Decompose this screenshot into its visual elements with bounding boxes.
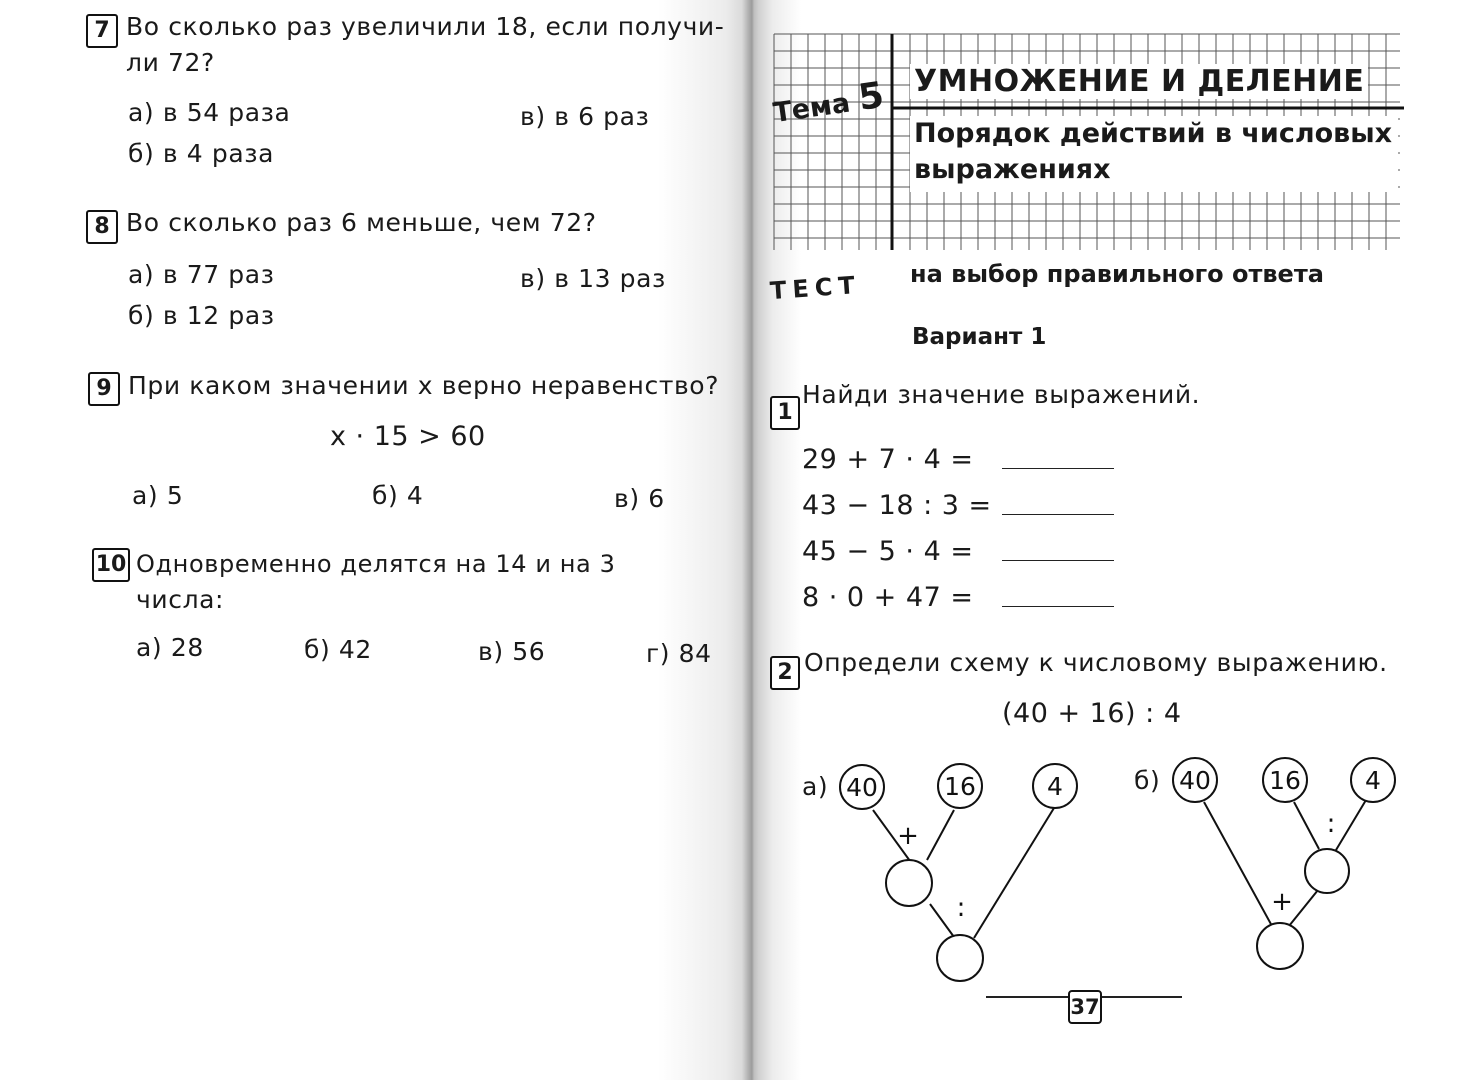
- scheme-a-node-40: [840, 765, 884, 809]
- scheme-a-node-sum: [886, 860, 932, 906]
- scheme-a-op-plus: +: [897, 821, 919, 851]
- question-number-8: 8: [86, 210, 118, 244]
- q7-option-a[interactable]: а) в 54 раза: [128, 98, 291, 127]
- scheme-b-node-quotient-circle: [1305, 849, 1349, 893]
- q9-option-a[interactable]: а) 5: [132, 481, 184, 510]
- test-word: ТЕСТ: [769, 270, 862, 306]
- theme-header: [770, 30, 1406, 255]
- q9-option-v[interactable]: в) 6: [614, 484, 665, 513]
- q7-option-v[interactable]: в) в 6 раз: [520, 102, 650, 131]
- answer-blank-1[interactable]: [1002, 468, 1114, 469]
- scheme-b-label[interactable]: б): [1134, 766, 1161, 795]
- test-caption: на выбор правильного ответа: [910, 260, 1324, 288]
- question-number-9: 9: [88, 372, 120, 406]
- question-2-text: Определи схему к числовому выражению.: [804, 648, 1388, 677]
- scheme-a-edge-16: [927, 810, 954, 860]
- q8-option-a[interactable]: а) в 77 раз: [128, 260, 275, 289]
- scheme-b-edge-mid: [1289, 890, 1318, 926]
- scheme-b-node-quotient: [1305, 849, 1349, 893]
- scheme-b-node-result-circle: [1257, 923, 1303, 969]
- question-number-2: 2: [770, 656, 800, 690]
- question-number-7: 7: [86, 14, 118, 48]
- scheme-a-node-16: [938, 764, 982, 808]
- scheme-a-edge-mid: [930, 904, 954, 937]
- scheme-a-edge-4: [974, 808, 1054, 938]
- scheme-a-node-16-label: 16: [944, 772, 976, 801]
- scheme-a[interactable]: [840, 764, 1077, 981]
- question-7-text-line1: Во сколько раз увеличили 18, если получи-: [126, 12, 725, 41]
- q8-option-v[interactable]: в) в 13 раз: [520, 264, 666, 293]
- theme-word: Тема: [771, 87, 853, 130]
- q10-option-a[interactable]: а) 28: [136, 633, 204, 662]
- theme-title: УМНОЖЕНИЕ И ДЕЛЕНИЕ: [910, 64, 1368, 99]
- answer-blank-2[interactable]: [1002, 514, 1114, 515]
- theme-subtitle-line1: Порядок действий в числовых: [914, 118, 1393, 149]
- q10-option-g[interactable]: г) 84: [646, 639, 712, 668]
- page-number: 37: [1068, 990, 1102, 1024]
- scheme-a-node-4: [1033, 764, 1077, 808]
- scheme-a-op-div: :: [956, 893, 966, 923]
- scheme-a-node-result: [937, 935, 983, 981]
- q9-option-b[interactable]: б) 4: [372, 481, 424, 510]
- theme-subtitle-line2: выражениях: [914, 154, 1111, 185]
- expression-3: 45 − 5 · 4 =: [802, 536, 974, 567]
- q8-option-b[interactable]: б) в 12 раз: [128, 301, 275, 330]
- scheme-a-node-sum-circle: [886, 860, 932, 906]
- scheme-b-node-40: [1173, 758, 1217, 802]
- theme-subtitle: [910, 116, 1398, 192]
- q2-expression: (40 + 16) : 4: [1002, 698, 1182, 729]
- question-10-text-line2: числа:: [136, 585, 225, 614]
- scheme-b[interactable]: [1173, 758, 1395, 969]
- theme-number: 5: [855, 74, 887, 119]
- scheme-b-edge-40: [1204, 802, 1272, 926]
- question-8-text: Во сколько раз 6 меньше, чем 72?: [126, 208, 597, 237]
- answer-blank-4[interactable]: [1002, 606, 1114, 607]
- q7-option-b[interactable]: б) в 4 раза: [128, 139, 275, 168]
- q9-inequality: x · 15 > 60: [330, 421, 486, 452]
- question-number-10: 10: [92, 548, 130, 582]
- expression-1: 29 + 7 · 4 =: [802, 444, 974, 475]
- q10-option-b[interactable]: б) 42: [304, 635, 372, 664]
- scheme-b-node-result: [1257, 923, 1303, 969]
- scheme-a-label[interactable]: а): [802, 772, 829, 801]
- scheme-b-node-4-label: 4: [1365, 766, 1381, 795]
- question-7-text-line2: ли 72?: [126, 48, 215, 77]
- scheme-b-node-16-label: 16: [1269, 766, 1301, 795]
- scheme-b-node-16: [1263, 758, 1307, 802]
- expression-4: 8 · 0 + 47 =: [802, 582, 974, 613]
- question-9-text: При каком значении x верно неравенство?: [128, 371, 720, 400]
- scheme-b-op-div: :: [1326, 809, 1336, 839]
- scheme-diagrams: [758, 740, 1458, 990]
- scheme-b-edge-16: [1294, 802, 1319, 849]
- question-1-text: Найди значение выражений.: [802, 380, 1201, 409]
- scheme-a-node-result-circle: [937, 935, 983, 981]
- scheme-b-node-4: [1351, 758, 1395, 802]
- scheme-a-node-4-label: 4: [1047, 772, 1063, 801]
- question-number-1: 1: [770, 396, 800, 430]
- scheme-b-node-40-label: 40: [1179, 766, 1211, 795]
- scheme-b-op-plus: +: [1271, 887, 1293, 917]
- question-10-text-line1: Одновременно делятся на 14 и на 3: [136, 550, 616, 578]
- variant-label: Вариант 1: [912, 324, 1047, 350]
- q10-option-v[interactable]: в) 56: [478, 637, 546, 666]
- expression-2: 43 − 18 : 3 =: [802, 490, 992, 521]
- scheme-b-edge-4: [1336, 800, 1366, 850]
- answer-blank-3[interactable]: [1002, 560, 1114, 561]
- scheme-a-node-40-label: 40: [846, 773, 878, 802]
